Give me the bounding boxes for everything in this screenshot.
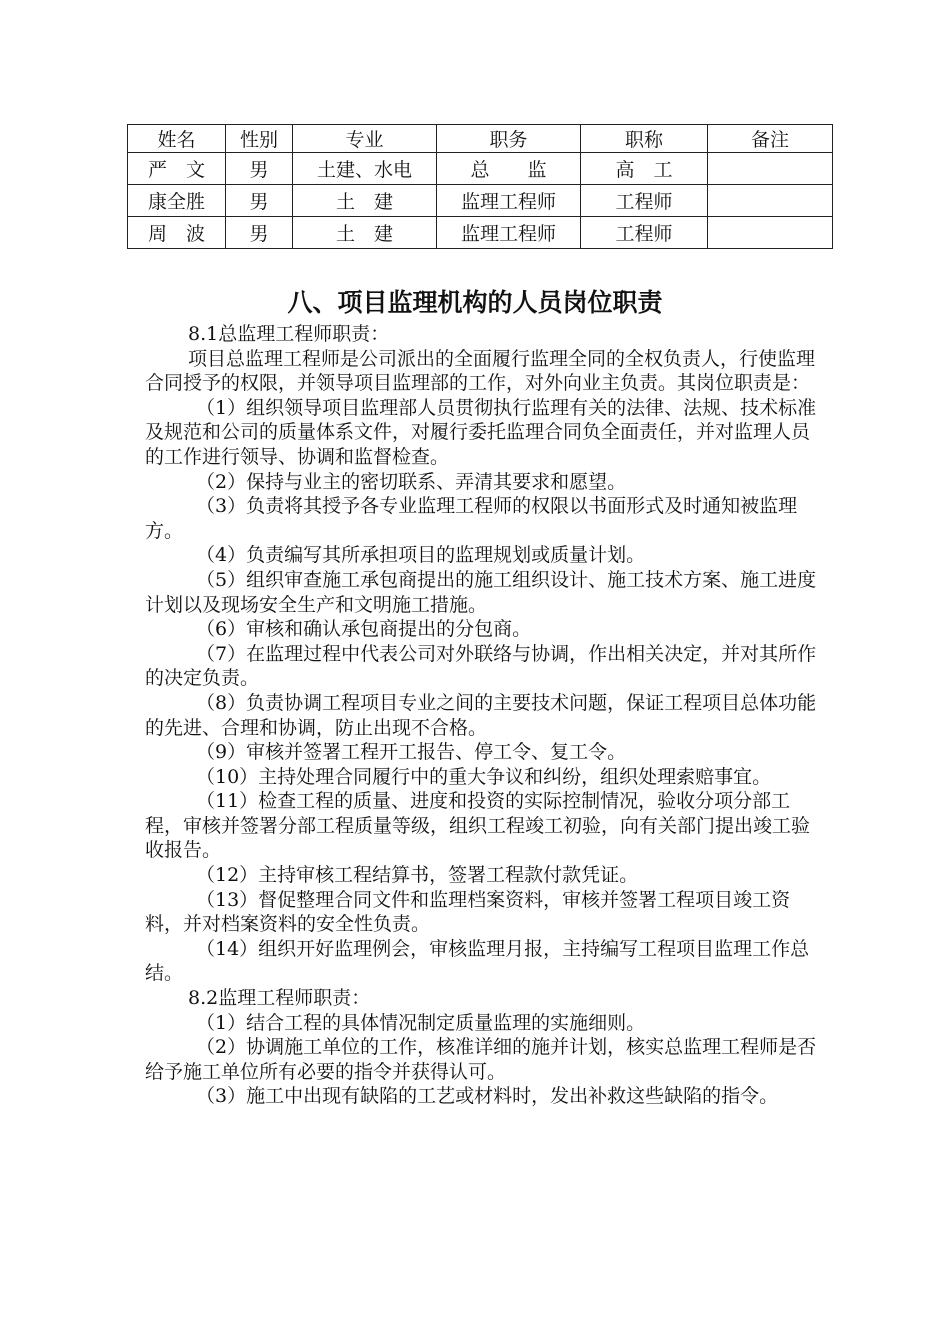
list-item: （11）检查工程的质量、进度和投资的实际控制情况，验收分项分部工程，审核并签署分部工程质量等级，组织工程竣工初验，向有关部门提出竣工验收报告。 xyxy=(145,790,811,862)
cell-position: 监理工程师 xyxy=(437,217,581,249)
list-item: （6）审核和确认承包商提出的分包商。 xyxy=(196,618,532,641)
document-body xyxy=(145,322,825,1109)
table-header-row xyxy=(128,125,833,153)
list-item: （1）结合工程的具体情况制定质量监理的实施细则。 xyxy=(196,1011,646,1034)
list-item: （5）组织审查施工承包商提出的施工组织设计、施工技术方案、施工进度计划以及现场安全生产和文明施工措施。 xyxy=(145,568,817,616)
list-item: （14）组织开好监理例会，审核监理月报，主持编写工程项目监理工作总结。 xyxy=(145,937,810,985)
cell-remarks xyxy=(708,153,833,185)
cell-position: 监理工程师 xyxy=(437,185,581,217)
list-item: （10）主持处理合同履行中的重大争议和纠纷，组织处理索赔事宜。 xyxy=(196,765,772,788)
subsection-heading-8-2: 8.2监理工程师职责： xyxy=(188,987,371,1010)
cell-specialty: 土 建 xyxy=(293,217,437,249)
list-item: （8）负责协调工程项目专业之间的主要技术问题，保证工程项目总体功能的先进、合理和协调，防止出现不合格。 xyxy=(145,691,817,739)
list-item: （3）负责将其授予各专业监理工程师的权限以书面形式及时通知被监理方。 xyxy=(145,495,798,542)
section-title: 八、项目监理机构的人员岗位职责 xyxy=(287,288,663,317)
chief-intro-paragraph: 项目总监理工程师是公司派出的全面履行监理全同的全权负责人，行使监理合同授予的权限，并领导项目监理部的工作，对外向业主负责。其岗位职责是： xyxy=(145,347,816,395)
subsection-heading-8-1: 8.1总监理工程师职责： xyxy=(188,323,390,345)
list-item: （3）施工中出现有缺陷的工艺或材料时，发出补救这些缺陷的指令。 xyxy=(196,1085,779,1108)
header-remarks: 备注 xyxy=(708,125,833,153)
list-item: （13）督促整理合同文件和监理档案资料，审核并签署工程项目竣工资料，并对档案资料的安全性负责。 xyxy=(145,888,791,936)
list-item: （9）审核并签署工程开工报告、停工令、复工令。 xyxy=(196,741,627,764)
cell-title: 高 工 xyxy=(581,153,708,185)
header-title: 职称 xyxy=(581,125,708,153)
table-row xyxy=(128,153,833,185)
list-item: （4）负责编写其所承担项目的监理规划或质量计划。 xyxy=(196,544,646,567)
cell-specialty: 土建、水电 xyxy=(293,153,437,185)
cell-remarks xyxy=(708,185,833,217)
header-specialty: 专业 xyxy=(293,125,437,153)
cell-name: 严 文 xyxy=(128,153,226,185)
table-row xyxy=(128,185,833,217)
cell-name: 周 波 xyxy=(128,217,226,249)
list-item: （2）保持与业主的密切联系、弄清其要求和愿望。 xyxy=(196,470,627,493)
cell-remarks xyxy=(708,217,833,249)
header-position: 职务 xyxy=(437,125,581,153)
cell-specialty: 土 建 xyxy=(293,185,437,217)
cell-gender: 男 xyxy=(226,185,293,217)
cell-title: 工程师 xyxy=(581,185,708,217)
cell-position: 总 监 xyxy=(437,153,581,185)
header-gender: 性别 xyxy=(226,125,293,153)
staff-table xyxy=(127,124,833,249)
cell-name: 康全胜 xyxy=(128,185,226,217)
cell-gender: 男 xyxy=(226,217,293,249)
list-item: （12）主持审核工程结算书，签署工程款付款凭证。 xyxy=(196,864,639,887)
cell-gender: 男 xyxy=(226,153,293,185)
list-item: （7）在监理过程中代表公司对外联络与协调，作出相关决定，并对其所作的决定负责。 xyxy=(145,642,817,690)
cell-title: 工程师 xyxy=(581,217,708,249)
table-row xyxy=(128,217,833,249)
list-item: （2）协调施工单位的工作，核准详细的施并计划，核实总监理工程师是否给予施工单位所有必要的指令并获得认可。 xyxy=(145,1036,817,1083)
list-item: （1）组织领导项目监理部人员贯彻执行监理有关的法律、法规、技术标准及规范和公司的质量体系文件，对履行委托监理合同负全面责任，并对监理人员的工作进行领导、协调和监督检查。 xyxy=(145,396,817,468)
header-name: 姓名 xyxy=(128,125,226,153)
